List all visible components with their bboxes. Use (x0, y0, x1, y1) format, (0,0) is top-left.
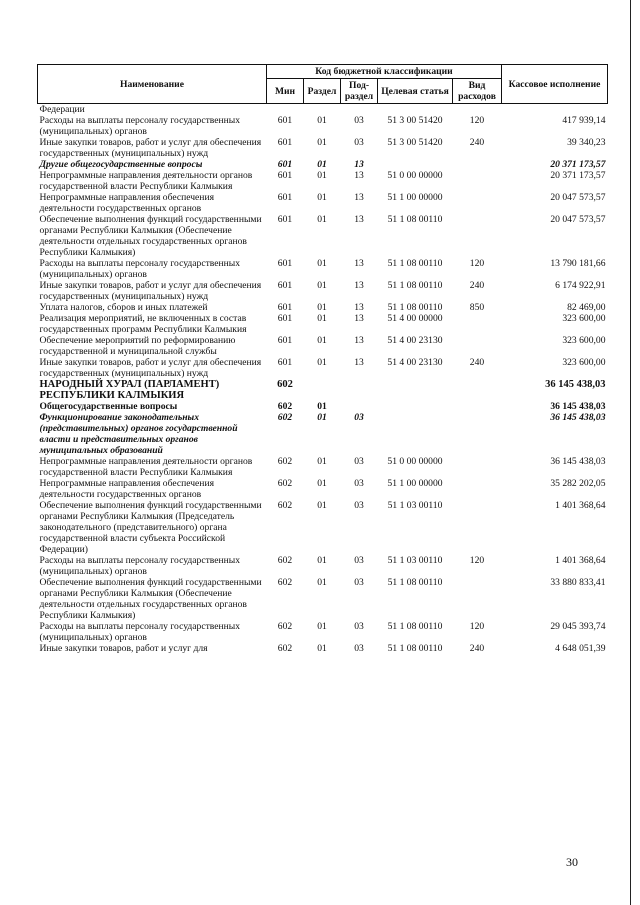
row-min: 601 (277, 357, 293, 368)
row-amount: 36 145 438,03 (545, 379, 606, 390)
row-celevaya: 51 1 08 00110 (387, 643, 443, 654)
row-podrazdel: 03 (354, 500, 364, 511)
table-row (38, 170, 608, 192)
table-row (38, 555, 608, 577)
row-podrazdel: 03 (354, 577, 364, 588)
table-row (38, 643, 608, 654)
row-min: 602 (277, 379, 293, 390)
row-razdel: 01 (317, 555, 327, 566)
row-razdel: 01 (317, 137, 327, 148)
row-amount: 33 880 833,41 (550, 577, 606, 588)
row-min: 601 (277, 159, 293, 170)
table-row (38, 137, 608, 159)
table-row (38, 500, 608, 555)
row-amount: 82 469,00 (567, 302, 606, 313)
table-row (38, 379, 608, 401)
row-name: Непрограммные направления деятельности органов государственной власти Республики Калмыкия (39, 170, 253, 192)
row-celevaya: 51 3 00 51420 (387, 115, 443, 126)
row-amount: 36 145 438,03 (550, 456, 606, 467)
row-celevaya: 51 1 08 00110 (387, 280, 443, 291)
row-min: 602 (277, 478, 293, 489)
row-vid: 240 (469, 137, 485, 148)
row-min: 602 (277, 621, 293, 632)
row-amount: 6 174 922,91 (555, 280, 606, 291)
row-razdel: 01 (317, 621, 327, 632)
row-celevaya: 51 1 03 00110 (387, 555, 443, 566)
row-vid (453, 192, 502, 214)
row-vid (453, 159, 502, 170)
row-celevaya: 51 1 08 00110 (387, 577, 443, 588)
row-razdel: 01 (317, 302, 327, 313)
row-podrazdel (341, 401, 378, 412)
row-min: 601 (277, 192, 293, 203)
row-vid (453, 577, 502, 621)
row-min: 601 (277, 302, 293, 313)
row-vid (453, 500, 502, 555)
row-celevaya (378, 412, 453, 456)
row-min: 602 (277, 643, 293, 654)
row-name: Непрограммные направления обеспечения деятельности государственных органов (39, 478, 214, 500)
row-celevaya: 51 1 00 00000 (387, 192, 443, 203)
row-vid: 850 (469, 302, 485, 313)
row-razdel: 01 (317, 357, 327, 368)
row-name: Иные закупки товаров, работ и услуг для обеспечения государственных (муниципальных) нужд (39, 137, 262, 159)
table-row (38, 280, 608, 302)
row-razdel: 01 (317, 159, 327, 170)
row-celevaya: 51 4 00 23130 (387, 357, 443, 368)
header-kassovoe: Кассовое исполнение (502, 65, 608, 104)
row-celevaya (378, 159, 453, 170)
row-razdel (304, 379, 341, 401)
row-razdel: 01 (317, 412, 327, 423)
row-name: Иные закупки товаров, работ и услуг для (39, 643, 208, 654)
row-name: Непрограммные направления обеспечения деятельности государственных органов (39, 192, 214, 214)
row-podrazdel: 03 (354, 412, 364, 423)
row-amount: 20 047 573,57 (550, 192, 606, 203)
row-min: 601 (277, 170, 293, 181)
table-row (38, 478, 608, 500)
row-min: 601 (277, 280, 293, 291)
row-amount: 20 047 573,57 (550, 214, 606, 225)
table-row (38, 335, 608, 357)
budget-table (37, 64, 608, 654)
row-razdel: 01 (317, 280, 327, 291)
row-vid (453, 170, 502, 192)
table-row (38, 115, 608, 137)
row-razdel: 01 (317, 500, 327, 511)
row-amount: 29 045 393,74 (550, 621, 606, 632)
row-amount: 36 145 438,03 (550, 401, 606, 412)
row-celevaya: 51 1 08 00110 (387, 302, 443, 313)
row-razdel: 01 (317, 401, 327, 412)
row-amount: 323 600,00 (562, 313, 606, 324)
row-min: 602 (277, 456, 293, 467)
row-razdel: 01 (317, 258, 327, 269)
row-amount: 35 282 202,05 (550, 478, 606, 489)
row-min: 601 (277, 258, 293, 269)
row-podrazdel: 03 (354, 115, 364, 126)
row-vid (453, 313, 502, 335)
table-row (38, 621, 608, 643)
row-vid (453, 412, 502, 456)
row-podrazdel (341, 104, 378, 116)
header-vid: Вид расходов (453, 79, 502, 104)
row-min: 602 (277, 577, 293, 588)
row-vid: 240 (469, 643, 485, 654)
row-vid (453, 401, 502, 412)
row-vid (453, 104, 502, 116)
table-row (38, 577, 608, 621)
table-row (38, 214, 608, 258)
row-vid (453, 214, 502, 258)
table-row (38, 313, 608, 335)
row-celevaya: 51 0 00 00000 (387, 456, 443, 467)
table-row (38, 302, 608, 313)
row-razdel: 01 (317, 214, 327, 225)
row-min (267, 104, 304, 116)
row-amount: 13 790 181,66 (550, 258, 606, 269)
row-razdel: 01 (317, 170, 327, 181)
row-podrazdel: 13 (354, 159, 364, 170)
row-amount: 323 600,00 (562, 335, 606, 346)
row-razdel: 01 (317, 577, 327, 588)
row-razdel: 01 (317, 335, 327, 346)
row-vid: 240 (469, 357, 485, 368)
row-podrazdel: 13 (354, 258, 364, 269)
row-min: 601 (277, 335, 293, 346)
row-name: Расходы на выплаты персоналу государственных (муниципальных) органов (39, 258, 241, 280)
table-row (38, 401, 608, 412)
row-amount: 323 600,00 (562, 357, 606, 368)
row-podrazdel: 13 (354, 357, 364, 368)
page-number: 30 (566, 855, 578, 869)
table-row (38, 412, 608, 456)
row-celevaya (378, 379, 453, 401)
row-razdel: 01 (317, 643, 327, 654)
table-row (38, 192, 608, 214)
row-amount: 36 145 438,03 (550, 412, 606, 423)
row-razdel: 01 (317, 192, 327, 203)
table-header (38, 65, 608, 104)
row-name: Уплата налогов, сборов и иных платежей (39, 302, 208, 313)
row-name: Обеспечение выполнения функций государственными органами Республики Калмыкия (Обеспечение деятельности отдельных государственных органов Республики Калмыкия) (39, 577, 262, 621)
header-podrazdel: Под-раздел (341, 79, 378, 104)
row-podrazdel: 13 (354, 302, 364, 313)
row-celevaya: 51 1 00 00000 (387, 478, 443, 489)
row-vid: 240 (469, 280, 485, 291)
row-vid (453, 456, 502, 478)
row-name: Функционирование законодательных (представительных) органов государственной власти и представительных органов муниципальных образований (39, 412, 238, 456)
row-razdel (304, 104, 341, 116)
row-podrazdel: 13 (354, 335, 364, 346)
table-row (38, 258, 608, 280)
row-amount: 20 371 173,57 (550, 159, 606, 170)
row-razdel: 01 (317, 313, 327, 324)
row-min: 602 (277, 555, 293, 566)
row-name: Иные закупки товаров, работ и услуг для обеспечения государственных (муниципальных) нужд (39, 280, 262, 302)
header-min: Мин (267, 79, 304, 104)
header-code-group: Код бюджетной классификации (267, 65, 502, 79)
row-name: Расходы на выплаты персоналу государственных (муниципальных) органов (39, 115, 241, 137)
row-name: НАРОДНЫЙ ХУРАЛ (ПАРЛАМЕНТ) РЕСПУБЛИКИ КАЛМЫКИЯ (39, 379, 220, 401)
row-name: Общегосударственные вопросы (39, 401, 178, 412)
row-amount: 20 371 173,57 (550, 170, 606, 181)
row-amount: 39 340,23 (567, 137, 606, 148)
row-vid (453, 478, 502, 500)
row-amount: 417 939,14 (562, 115, 606, 126)
row-celevaya: 51 1 03 00110 (387, 500, 443, 511)
row-podrazdel: 13 (354, 280, 364, 291)
row-amount: 1 401 368,64 (555, 500, 606, 511)
row-min: 601 (277, 137, 293, 148)
table-row (38, 456, 608, 478)
row-name: Обеспечение мероприятий по реформированию государственной и муниципальной службы (39, 335, 236, 357)
row-vid (453, 379, 502, 401)
table-row (38, 357, 608, 379)
row-podrazdel: 03 (354, 643, 364, 654)
row-amount (502, 104, 608, 116)
row-podrazdel: 03 (354, 137, 364, 148)
row-min: 602 (277, 500, 293, 511)
row-celevaya (378, 104, 453, 116)
row-amount: 4 648 051,39 (555, 643, 606, 654)
row-podrazdel: 13 (354, 214, 364, 225)
row-celevaya: 51 1 08 00110 (387, 621, 443, 632)
row-vid: 120 (469, 621, 485, 632)
header-name: Наименование (38, 65, 267, 104)
row-vid: 120 (469, 555, 485, 566)
row-razdel: 01 (317, 115, 327, 126)
row-min: 601 (277, 313, 293, 324)
row-podrazdel: 03 (354, 621, 364, 632)
row-podrazdel: 03 (354, 478, 364, 489)
row-name: Расходы на выплаты персоналу государственных (муниципальных) органов (39, 555, 241, 577)
row-name: Обеспечение выполнения функций государственными органами Республики Калмыкия (Обеспечение деятельности отдельных государственных органов Республики Калмыкия) (39, 214, 262, 258)
row-celevaya: 51 4 00 00000 (387, 313, 443, 324)
row-min: 601 (277, 214, 293, 225)
row-podrazdel: 03 (354, 555, 364, 566)
row-name: Другие общегосударственные вопросы (39, 159, 203, 170)
row-celevaya: 51 4 00 23130 (387, 335, 443, 346)
row-razdel: 01 (317, 456, 327, 467)
row-vid: 120 (469, 258, 485, 269)
table-row (38, 159, 608, 170)
row-name: Непрограммные направления деятельности органов государственной власти Республики Калмыкия (39, 456, 253, 478)
table-body (38, 104, 608, 655)
row-podrazdel: 13 (354, 192, 364, 203)
page-edge-line (630, 0, 631, 905)
header-razdel: Раздел (304, 79, 341, 104)
row-amount: 1 401 368,64 (555, 555, 606, 566)
row-celevaya: 51 1 08 00110 (387, 214, 443, 225)
row-celevaya: 51 0 00 00000 (387, 170, 443, 181)
row-min: 601 (277, 115, 293, 126)
row-min: 602 (277, 401, 293, 412)
row-name: Реализация мероприятий, не включенных в состав государственных программ Республики Калмыкия (39, 313, 247, 335)
row-name: Иные закупки товаров, работ и услуг для обеспечения государственных (муниципальных) нужд (39, 357, 262, 379)
row-vid (453, 335, 502, 357)
header-celevaya: Целевая статья (378, 79, 453, 104)
row-min: 602 (277, 412, 293, 423)
row-celevaya (378, 401, 453, 412)
row-razdel: 01 (317, 478, 327, 489)
table-row (38, 104, 608, 116)
row-podrazdel: 13 (354, 170, 364, 181)
row-celevaya: 51 1 08 00110 (387, 258, 443, 269)
row-podrazdel (341, 379, 378, 401)
row-name: Обеспечение выполнения функций государственными органами Республики Калмыкия (Председатель законодательного (представительного) органа государственной власти субъекта Российской Федерации) (39, 500, 262, 555)
row-podrazdel: 13 (354, 313, 364, 324)
row-vid: 120 (469, 115, 485, 126)
row-podrazdel: 03 (354, 456, 364, 467)
row-celevaya: 51 3 00 51420 (387, 137, 443, 148)
row-name: Федерации (39, 104, 85, 115)
row-name: Расходы на выплаты персоналу государственных (муниципальных) органов (39, 621, 241, 643)
